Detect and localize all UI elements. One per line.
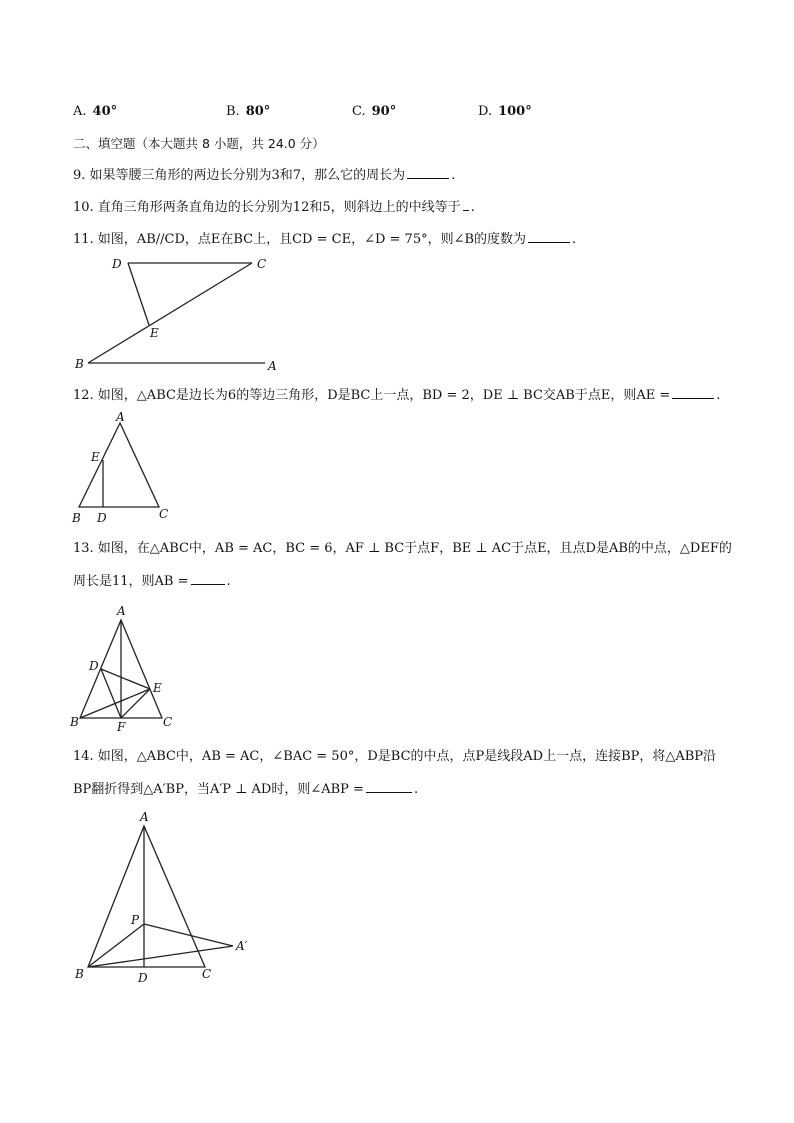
label-f: F	[117, 720, 126, 734]
segment-de	[128, 263, 149, 325]
segment-cb	[88, 263, 252, 363]
question-text: 12. 如图，△ABC是边长为6的等边三角形，D是BC上一点，BD = 2，DE ⊥ BC交AB于点E，则AE =	[73, 388, 671, 403]
question-12	[73, 386, 720, 405]
option-value: 90°	[371, 104, 397, 119]
label-p: P	[131, 913, 140, 927]
option-c	[352, 104, 396, 119]
answer-blank	[528, 230, 570, 243]
answer-blank	[366, 780, 412, 793]
period: .	[451, 168, 456, 183]
option-d	[478, 104, 532, 119]
question-14	[73, 748, 716, 766]
label-d: D	[97, 511, 107, 525]
option-value: 80°	[245, 104, 271, 119]
segment-ba-prime	[88, 946, 233, 967]
label-c: C	[163, 715, 173, 729]
label-c: C	[202, 967, 212, 981]
period: .	[413, 782, 419, 797]
section-heading: 二、填空题（本大题共 8 小题，共 24.0 分）	[73, 136, 325, 151]
figure-q13	[65, 600, 185, 735]
period: .	[716, 388, 721, 403]
question-text: 9. 如果等腰三角形的两边长分别为3和7，那么它的周长为	[73, 168, 406, 183]
question-text: 13. 如图，在△ABC中，AB = AC，BC = 6，AF ⊥ BC于点F，BE ⊥ AC于点E，且点D是AB的中点，△DEF的	[73, 541, 732, 556]
answer-blank	[191, 572, 225, 585]
question-10	[73, 198, 475, 217]
answer-blank	[672, 386, 714, 399]
label-b: B	[70, 715, 79, 729]
segment-fe	[121, 689, 150, 718]
triangle-abc	[88, 826, 205, 967]
label-a: A	[116, 410, 125, 424]
option-value: 100°	[498, 104, 532, 119]
label-b: B	[75, 357, 84, 371]
figure-q11	[70, 252, 290, 377]
question-14-cont	[73, 780, 418, 799]
label-d: D	[112, 257, 122, 271]
period: .	[470, 200, 475, 215]
label-d: D	[138, 971, 148, 985]
question-13-cont	[73, 572, 231, 591]
label-b: B	[75, 967, 84, 981]
option-value: 40°	[92, 104, 118, 119]
label-a: A	[268, 359, 277, 373]
question-9	[73, 166, 455, 185]
label-a-prime: A′	[236, 939, 248, 953]
figure-q14	[70, 808, 270, 988]
question-13	[73, 540, 732, 558]
question-text: 10. 直角三角形两条直角边的长分别为12和5，则斜边上的中线等于	[73, 200, 461, 215]
label-a: A	[117, 604, 126, 618]
label-c: C	[257, 257, 267, 271]
label-e: E	[150, 326, 159, 340]
option-letter: C.	[352, 104, 366, 119]
answer-blank	[463, 198, 469, 211]
option-b	[226, 104, 270, 119]
option-a	[73, 104, 117, 119]
option-letter: B.	[226, 104, 240, 119]
question-11	[73, 230, 576, 249]
option-letter: A.	[73, 104, 87, 119]
label-b: B	[72, 511, 81, 525]
label-e: E	[91, 450, 100, 464]
period: .	[572, 232, 577, 247]
label-a: A	[140, 810, 149, 824]
question-text: BP翻折得到△A′BP，当A′P ⊥ AD时，则∠ABP =	[73, 782, 364, 797]
label-e: E	[153, 681, 162, 695]
triangle-abc	[79, 423, 159, 507]
label-c: C	[159, 507, 169, 521]
label-d: D	[89, 659, 99, 673]
question-text: 14. 如图，△ABC中，AB = AC，∠BAC = 50°，D是BC的中点，点P是线段AD上一点，连接BP，将△ABP沿	[73, 749, 717, 764]
period: .	[226, 574, 231, 589]
question-text: 11. 如图，AB//CD，点E在BC上，且CD = CE，∠D = 75°，则∠B的度数为	[73, 232, 527, 247]
question-text: 周长是11，则AB =	[73, 574, 189, 589]
figure-q12	[70, 410, 180, 530]
option-letter: D.	[478, 104, 493, 119]
answer-blank	[407, 166, 449, 179]
